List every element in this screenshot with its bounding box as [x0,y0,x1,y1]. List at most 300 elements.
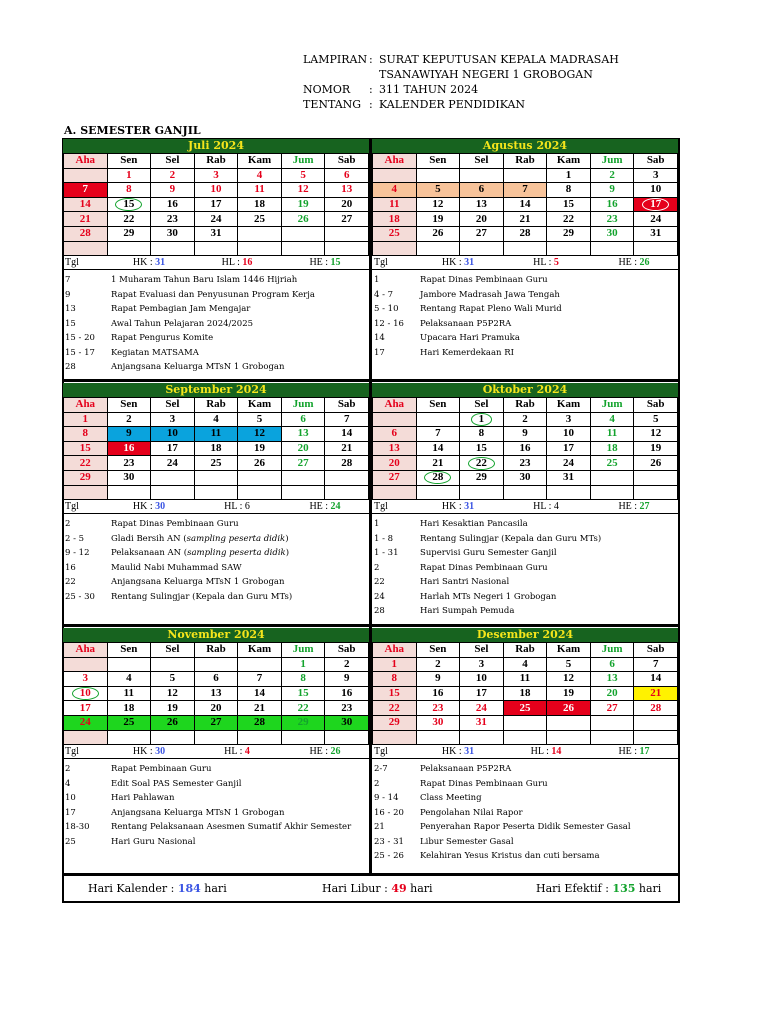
event-item [372,777,678,792]
day-header: Kam [238,643,282,658]
date-cell: 8 [107,183,151,198]
event-item [63,317,369,332]
tgl-label: Tgl [374,501,388,513]
event-date: 16 [65,562,76,573]
date-cell: 13 [281,427,325,442]
date-cell [503,715,547,730]
event-date: 28 [65,362,76,373]
event-text: Anjangsana Keluarga MTsN 1 Grobogan [111,577,285,588]
month-block [372,628,678,864]
date-cell: 4 [373,183,417,198]
date-cell [107,485,151,500]
marked-date: 15 [115,198,142,211]
event-date: 4 - 7 [374,289,394,300]
date-cell: 24 [64,715,108,730]
event-item [372,317,678,332]
summary-footer [64,876,678,901]
week-row [64,715,369,730]
date-cell: 25 [238,212,282,227]
event-text: Jambore Madrasah Jawa Tengah [420,289,560,300]
event-item [63,517,369,532]
event-date: 23 - 31 [374,836,404,847]
date-cell: 7 [238,672,282,687]
date-cell [460,168,504,183]
week-row [373,456,678,471]
date-cell: 25 [503,701,547,716]
date-cell: 2 [590,168,634,183]
date-cell [634,241,678,256]
tgl-label: Tgl [65,257,79,269]
date-cell [634,715,678,730]
date-cell: 16 [503,441,547,456]
event-item [372,806,678,821]
date-cell: 6 [373,427,417,442]
date-cell: 17 [547,441,591,456]
header-value: 311 TAHUN 2024 [379,83,479,96]
date-cell [64,485,108,500]
date-cell: 14 [416,441,460,456]
date-cell: 28 [64,226,108,241]
month-block [372,383,678,619]
event-text: Pelaksanaan P5P2RA [420,764,512,775]
date-cell: 27 [373,470,417,485]
date-cell: 31 [194,226,238,241]
day-header: Sab [325,398,369,413]
day-header: Sen [107,643,151,658]
date-cell: 24 [460,701,504,716]
day-header: Sel [151,398,195,413]
event-text: Penyerahan Rapor Peserta Didik Semester Gasal [420,822,631,833]
event-date: 7 [65,275,71,286]
date-cell: 18 [194,441,238,456]
event-date: 2 [374,562,380,573]
date-cell [151,470,195,485]
month-title: Oktober 2024 [372,383,678,397]
day-header: Aha [373,643,417,658]
event-text: Maulid Nabi Muhammad SAW [111,562,242,573]
week-row [64,470,369,485]
event-item [63,273,369,288]
month-stats [63,500,369,514]
date-cell: 6 [460,183,504,198]
date-cell: 8 [281,672,325,687]
event-date: 13 [65,304,76,315]
date-cell [503,485,547,500]
date-cell: 25 [373,226,417,241]
day-header: Aha [64,643,108,658]
event-date: 1 [374,275,380,286]
day-header: Kam [547,398,591,413]
date-cell: 12 [634,427,678,442]
event-item [63,590,369,605]
date-cell: 14 [64,197,108,212]
hl-stat: HL : 14 [530,746,562,758]
date-cell: 18 [238,197,282,212]
event-item [372,331,678,346]
event-date: 9 [65,289,71,300]
date-cell: 24 [151,456,195,471]
date-cell [64,730,108,745]
date-cell: 12 [416,197,460,212]
day-header: Kam [547,643,591,658]
date-cell: 9 [503,427,547,442]
date-cell: 13 [460,197,504,212]
header-value: KALENDER PENDIDIKAN [379,98,526,111]
event-date: 17 [374,347,385,358]
week-row [64,226,369,241]
date-cell: 30 [107,470,151,485]
date-cell: 16 [107,441,151,456]
date-cell: 15 [547,197,591,212]
date-cell: 26 [416,226,460,241]
day-header: Aha [64,398,108,413]
event-item [63,546,369,561]
hl-stat: HL : 5 [533,257,559,269]
date-cell [634,197,678,212]
date-cell: 15 [373,686,417,701]
date-cell [194,470,238,485]
date-cell [460,456,504,471]
date-cell: 28 [634,701,678,716]
header-value: TSANAWIYAH NEGERI 1 GROBOGAN [379,68,593,81]
date-cell: 28 [238,715,282,730]
event-text: 1 Muharam Tahun Baru Islam 1446 Hijriah [111,275,298,286]
date-cell: 7 [634,657,678,672]
date-cell: 5 [151,672,195,687]
date-cell: 12 [281,183,325,198]
date-cell [634,485,678,500]
date-cell: 7 [64,183,108,198]
week-row [373,672,678,687]
date-cell: 13 [373,441,417,456]
date-cell: 10 [460,672,504,687]
date-cell: 19 [634,441,678,456]
date-cell: 29 [64,470,108,485]
date-cell [416,168,460,183]
date-cell [373,730,417,745]
event-item [372,546,678,561]
marked-date: 10 [72,687,99,700]
date-cell: 21 [503,212,547,227]
week-row [64,427,369,442]
date-cell: 2 [416,657,460,672]
date-cell: 23 [151,212,195,227]
date-cell: 26 [151,715,195,730]
day-header: Sab [634,643,678,658]
week-row [64,730,369,745]
event-list [372,517,678,619]
event-text: Hari Guru Nasional [111,836,196,847]
hari-efektif: Hari Efektif : 135 hari [536,882,662,895]
event-date: 5 - 10 [374,304,399,315]
day-header: Sen [107,398,151,413]
date-cell [281,241,325,256]
event-date: 15 - 20 [65,333,95,344]
week-row [64,212,369,227]
month-title: Juli 2024 [63,139,369,153]
event-text: Pelaksanaan P5P2RA [420,318,512,329]
date-cell: 31 [634,226,678,241]
event-text: Hari Pahlawan [111,793,175,804]
event-date: 21 [374,822,385,833]
event-date: 1 [374,519,380,530]
day-header: Rab [194,643,238,658]
hari-libur: Hari Libur : 49 hari [322,882,433,895]
event-item [372,791,678,806]
date-cell: 12 [547,672,591,687]
date-cell [194,657,238,672]
date-cell: 11 [194,427,238,442]
event-item [63,777,369,792]
date-cell [416,730,460,745]
date-cell: 30 [503,470,547,485]
date-cell: 31 [547,470,591,485]
date-cell [634,730,678,745]
section-title: A. SEMESTER GANJIL [64,124,201,137]
header-row [303,67,619,82]
event-item [63,288,369,303]
event-item [372,346,678,361]
event-text: Rapat Dinas Pembinaan Guru [420,562,548,573]
month-title: Desember 2024 [372,628,678,642]
date-cell: 23 [325,701,369,716]
day-header: Rab [503,398,547,413]
date-cell: 22 [281,701,325,716]
date-cell [281,730,325,745]
date-cell: 11 [238,183,282,198]
date-cell: 21 [634,686,678,701]
event-text: Rapat Pengurus Komite [111,333,214,344]
week-row [373,715,678,730]
date-cell: 29 [547,226,591,241]
date-cell: 4 [503,657,547,672]
date-cell: 2 [503,412,547,427]
tgl-label: Tgl [374,257,388,269]
week-row [64,241,369,256]
event-text: Harlah MTs Negeri 1 Grobogan [420,591,557,602]
date-cell [325,241,369,256]
event-item [372,604,678,619]
day-header: Aha [64,154,108,169]
date-cell: 10 [151,427,195,442]
week-row [64,183,369,198]
month-grid [63,153,369,256]
date-cell: 21 [416,456,460,471]
event-text: Hari Sumpah Pemuda [420,606,515,617]
event-date: 10 [65,793,76,804]
event-item [372,590,678,605]
date-cell [151,730,195,745]
hl-stat: HL : 16 [221,257,253,269]
event-item [372,532,678,547]
date-cell: 22 [107,212,151,227]
date-cell: 22 [64,456,108,471]
date-cell: 18 [503,686,547,701]
date-cell [64,241,108,256]
event-item [372,820,678,835]
date-cell: 20 [590,686,634,701]
hk-stat: HK : 30 [132,746,166,758]
date-cell: 5 [416,183,460,198]
date-cell: 29 [373,715,417,730]
date-cell [64,168,108,183]
date-cell: 25 [107,715,151,730]
date-cell [107,657,151,672]
date-cell: 9 [590,183,634,198]
date-cell: 1 [281,657,325,672]
week-row [373,226,678,241]
date-cell: 20 [373,456,417,471]
date-cell: 18 [590,441,634,456]
header-row [303,97,619,112]
date-cell: 17 [64,701,108,716]
date-cell: 8 [64,427,108,442]
event-item [372,273,678,288]
month-stats [372,256,678,270]
event-date: 18-30 [65,822,90,833]
day-header: Sen [416,643,460,658]
month-title: September 2024 [63,383,369,397]
date-cell: 1 [107,168,151,183]
event-text: Rapat Evaluasi dan Penyusunan Program Kerja [111,289,315,300]
date-cell: 9 [416,672,460,687]
week-row [373,183,678,198]
date-cell [151,657,195,672]
date-cell: 13 [325,183,369,198]
week-row [373,427,678,442]
date-cell: 21 [238,701,282,716]
date-cell: 30 [590,226,634,241]
month-block [63,628,369,849]
day-header: Sel [151,643,195,658]
date-cell: 27 [281,456,325,471]
date-cell: 20 [460,212,504,227]
date-cell [151,485,195,500]
date-cell [547,241,591,256]
month-grid [63,397,369,500]
date-cell: 18 [107,701,151,716]
date-cell [238,470,282,485]
date-cell: 24 [194,212,238,227]
date-cell: 16 [590,197,634,212]
week-row [373,241,678,256]
day-header: Rab [503,643,547,658]
day-header: Sen [416,154,460,169]
date-cell: 3 [634,168,678,183]
date-cell: 16 [325,686,369,701]
hl-stat: HL : 4 [224,746,250,758]
date-cell: 5 [281,168,325,183]
date-cell: 28 [503,226,547,241]
week-row [373,412,678,427]
date-cell: 31 [460,715,504,730]
date-cell: 9 [151,183,195,198]
event-item [372,302,678,317]
date-cell: 17 [151,441,195,456]
month-block [372,139,678,360]
date-cell: 5 [238,412,282,427]
week-row [64,412,369,427]
event-date: 15 [65,318,76,329]
date-cell: 6 [325,168,369,183]
date-cell: 26 [238,456,282,471]
event-text: Rentang Rapat Pleno Wali Murid [420,304,562,315]
date-cell [107,241,151,256]
date-cell: 9 [325,672,369,687]
date-cell [107,197,151,212]
event-text: Hari Santri Nasional [420,577,510,588]
event-text: Edit Soal PAS Semester Ganjil [111,778,242,789]
date-cell [107,730,151,745]
date-cell: 27 [325,212,369,227]
day-header: Kam [238,398,282,413]
date-cell [325,470,369,485]
event-text: Upacara Hari Pramuka [420,333,520,344]
date-cell: 8 [547,183,591,198]
date-cell: 21 [325,441,369,456]
date-cell: 25 [194,456,238,471]
day-header: Jum [281,643,325,658]
date-cell [460,412,504,427]
week-row [373,485,678,500]
event-text: Supervisi Guru Semester Ganjil [420,548,557,559]
date-cell: 8 [460,427,504,442]
date-cell [238,485,282,500]
hari-kalender: Hari Kalender : 184 hari [88,882,227,895]
event-text: Anjangsana Keluarga MTsN 1 Grobogan [111,362,285,373]
tgl-label: Tgl [374,746,388,758]
week-row [373,212,678,227]
date-cell: 3 [64,672,108,687]
date-cell: 6 [590,657,634,672]
marked-date: 22 [468,457,495,470]
date-cell: 10 [194,183,238,198]
event-item [372,561,678,576]
day-header: Jum [590,643,634,658]
date-cell: 7 [325,412,369,427]
date-cell [373,412,417,427]
week-row [373,441,678,456]
event-item [372,288,678,303]
date-cell: 19 [238,441,282,456]
date-cell: 16 [416,686,460,701]
date-cell: 3 [460,657,504,672]
hk-stat: HK : 31 [441,746,475,758]
date-cell: 13 [590,672,634,687]
event-item [63,791,369,806]
day-header: Sab [634,154,678,169]
week-row [64,672,369,687]
date-cell: 2 [107,412,151,427]
date-cell: 30 [325,715,369,730]
hk-stat: HK : 30 [132,501,166,513]
hl-stat: HL : 4 [533,501,559,513]
date-cell: 3 [151,412,195,427]
event-item [63,302,369,317]
date-cell: 10 [547,427,591,442]
date-cell [194,241,238,256]
event-text: Rapat Dinas Pembinaan Guru [420,275,548,286]
event-list [63,762,369,849]
month-stats [372,500,678,514]
event-text: Pelaksanaan AN (sampling peserta didik) [111,548,290,559]
date-cell: 24 [634,212,678,227]
date-cell: 16 [151,197,195,212]
event-date: 25 - 26 [374,851,404,862]
date-cell [373,241,417,256]
marked-date: 28 [424,471,451,484]
date-cell [281,470,325,485]
